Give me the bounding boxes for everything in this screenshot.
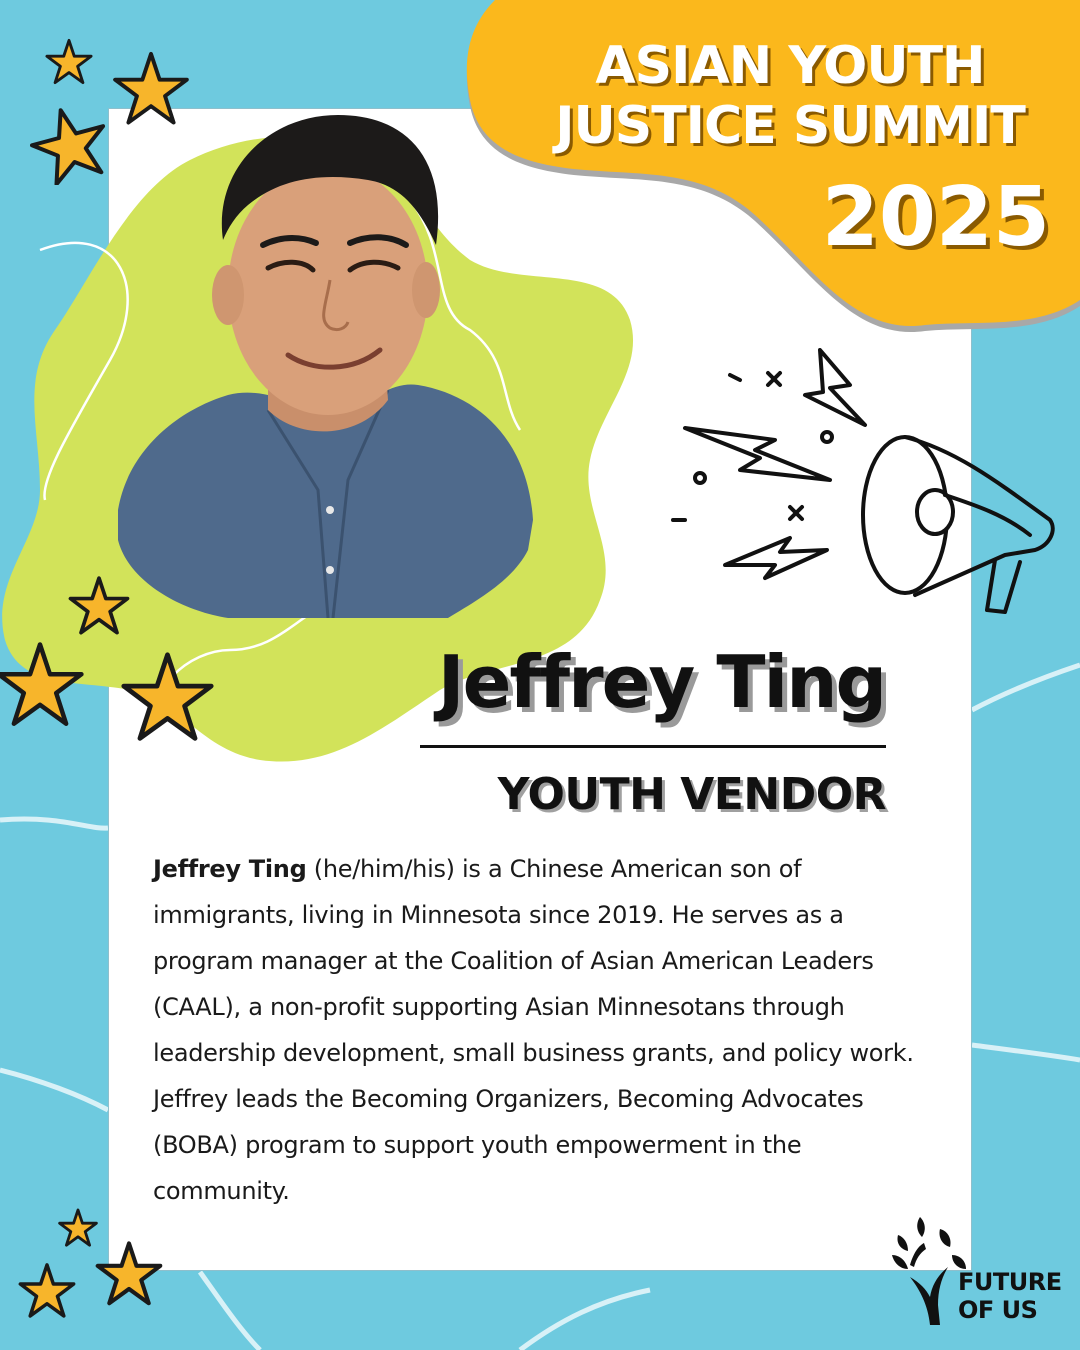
- star-icon: [58, 1208, 98, 1248]
- star-icon: [45, 38, 93, 86]
- logo-line2: OF US: [958, 1296, 1038, 1324]
- portrait-photo: [118, 110, 538, 618]
- person-role: YOUTH VENDOR: [497, 769, 886, 820]
- star-icon: [0, 640, 85, 730]
- star-icon: [112, 50, 190, 128]
- future-of-us-logo: [958, 1268, 1068, 1324]
- summit-title-line2: JUSTICE SUMMIT: [555, 96, 1025, 156]
- logo-line1: FUTURE: [958, 1268, 1062, 1296]
- bio-text: (he/him/his) is a Chinese American son of immigrants, living in Minnesota since 2019. He serves as a program manager at the Coalition of Asian American Leaders (CAAL), a non-profit supporting Asian Minnesotans through leadership development, small business grants, and policy work. Jeffrey leads the Becoming Organizers, Becoming Advocates (BOBA) program to support youth empowerment in the community.: [153, 855, 914, 1205]
- summit-year: 2025: [821, 170, 1050, 265]
- star-icon: [68, 575, 130, 637]
- person-bio: [153, 846, 943, 1214]
- summit-title-line1: ASIAN YOUTH: [595, 36, 985, 96]
- bio-name: Jeffrey Ting: [153, 855, 307, 883]
- summit-title: [540, 36, 1040, 156]
- person-name: Jeffrey Ting: [437, 640, 885, 724]
- lightning-icon: [725, 538, 827, 578]
- star-icon: [30, 105, 110, 185]
- megaphone-icon: [665, 340, 1065, 630]
- name-divider: [420, 745, 886, 748]
- lightning-icon: [685, 428, 830, 480]
- star-icon: [120, 650, 215, 745]
- lightning-icon: [805, 350, 865, 425]
- star-icon: [95, 1240, 163, 1308]
- star-icon: [18, 1262, 76, 1320]
